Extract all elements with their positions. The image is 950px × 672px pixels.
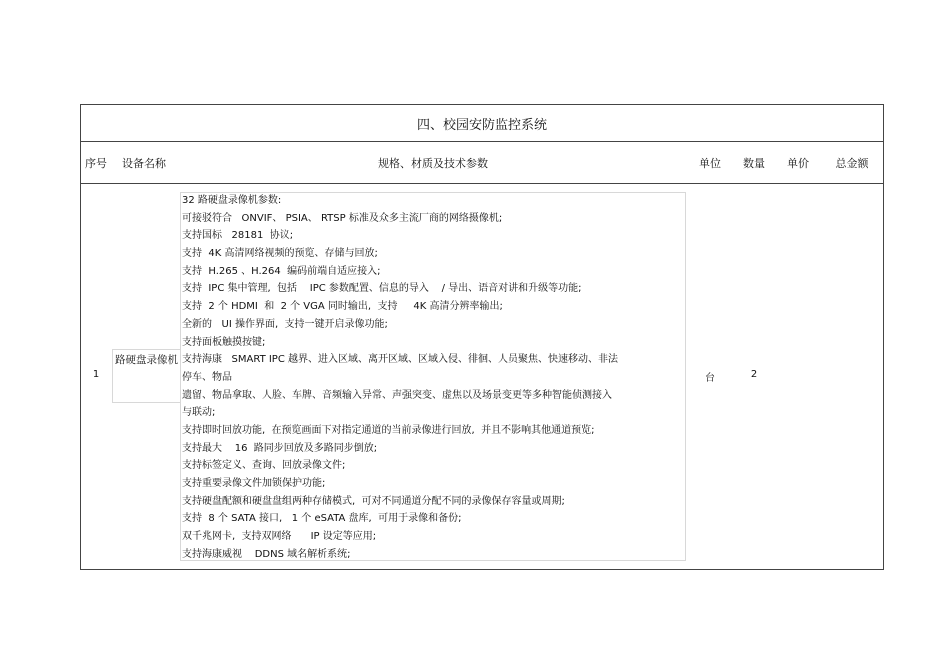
row-qty: 2 — [750, 369, 758, 380]
table-title: 四、校园安防监控系统 — [416, 117, 547, 133]
spec-line: 双千兆网卡, 支持双网络 IP 设定等应用; — [182, 531, 377, 543]
header-total: 总金额 — [835, 157, 869, 170]
spec-line: 支持 8 个 SATA 接口, 1 个 eSATA 盘库, 可用于录像和备份; — [182, 513, 462, 525]
header-name: 设备名称 — [122, 157, 166, 170]
spec-line: 支持面板触摸按键; — [182, 336, 266, 348]
spec-line: 支持海康 SMART IPC 越界、进入区域、离开区域、区域入侵、徘徊、人员聚焦、快速移动、非法 — [182, 354, 619, 366]
spec-line: 支持标签定义、查询、回放录像文件; — [182, 460, 346, 472]
spec-line: 32 路硬盘录像机参数: — [182, 195, 282, 206]
header-no: 序号 — [85, 157, 107, 170]
spec-line: 全新的 UI 操作界面, 支持一键开启录像功能; — [182, 318, 388, 330]
spec-line: 停车、物品 — [182, 371, 232, 383]
spec-list — [182, 192, 618, 563]
spec-line: 遗留、物品拿取、人脸、车牌、音频输入异常、声强突变、虚焦以及场景变更等多种智能侦测接入 — [182, 389, 612, 401]
row-no: 1 — [92, 369, 100, 380]
header-qty: 数量 — [743, 157, 765, 170]
spec-line: 支持最大 16 路同步回放及多路同步倒放; — [182, 442, 378, 454]
row-device-name — [112, 349, 180, 403]
spec-line: 支持重要录像文件加锁保护功能; — [182, 478, 326, 489]
spec-line: 支持国标 28181 协议; — [182, 230, 294, 242]
spec-line: 与联动; — [182, 407, 216, 419]
spec-line: 支持 H.265 、H.264 编码前端自适应接入; — [182, 265, 381, 277]
row-unit: 台 — [705, 373, 715, 384]
header-spec: 规格、材质及技术参数 — [378, 157, 488, 170]
spec-line: 支持 2 个 HDMI 和 2 个 VGA 同时输出, 支持 4K 高清分辨率输出; — [182, 301, 503, 313]
spec-line: 支持即时回放功能, 在预览画面下对指定通道的当前录像进行回放, 并且不影响其他通道预览; — [182, 424, 595, 436]
device-name-text: 路硬盘录像机 — [115, 354, 178, 366]
header-price: 单价 — [787, 157, 809, 170]
spec-line: 支持 4K 高清网络视频的预览、存储与回放; — [182, 248, 378, 260]
spec-line: 支持 IPC 集中管理, 包括 IPC 参数配置、信息的导入 / 导出、语音对讲和升级等功能; — [182, 283, 582, 295]
spec-line: 支持海康威视 DDNS 域名解析系统; — [182, 548, 351, 560]
spec-line: 可接驳符合 ONVIF、 PSIA、 RTSP 标准及众多主流厂商的网络摄像机; — [182, 212, 503, 224]
header-unit: 单位 — [699, 157, 721, 170]
spec-line: 支持硬盘配额和硬盘盘组两种存储模式, 可对不同通道分配不同的录像保存容量或周期; — [182, 495, 565, 507]
